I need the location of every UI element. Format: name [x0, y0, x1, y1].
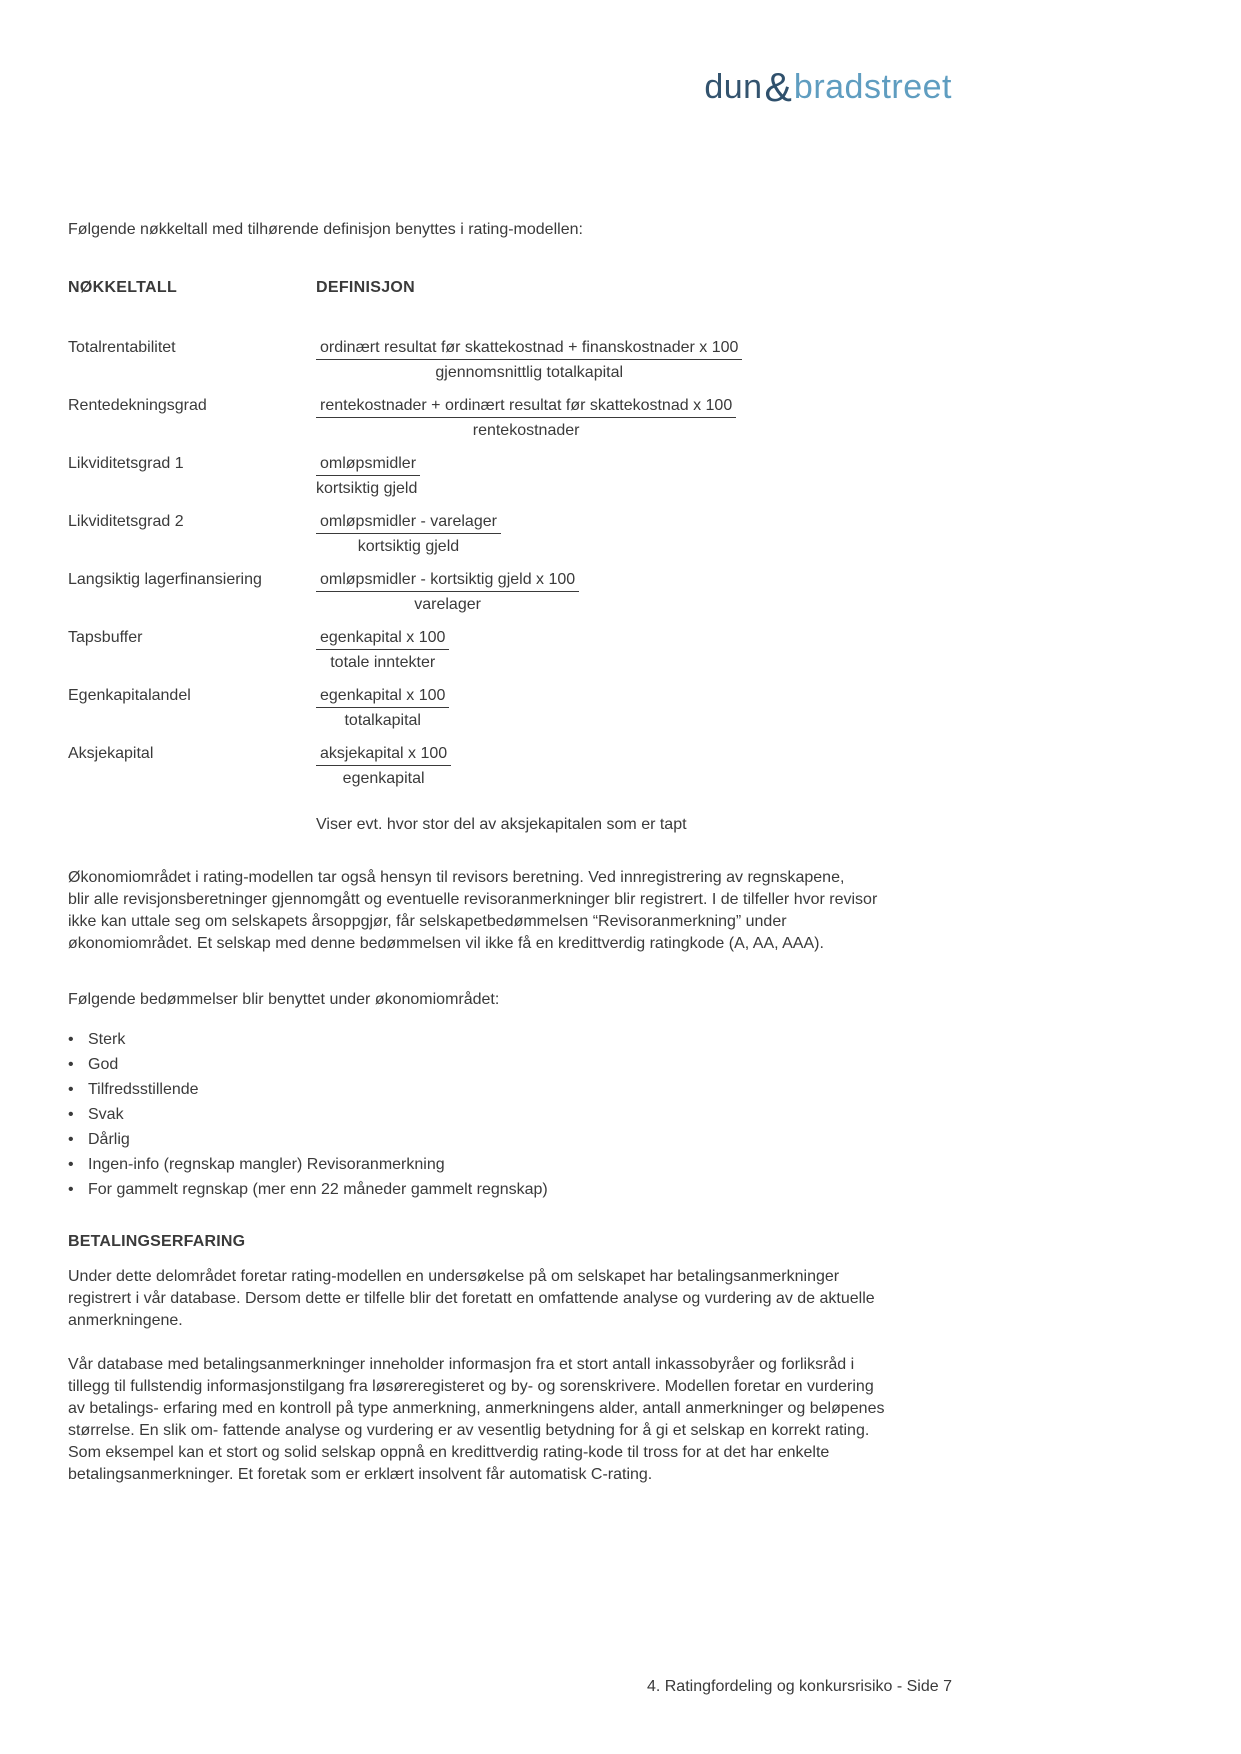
list-item: • Tilfredsstillende: [68, 1077, 952, 1102]
key-figure-label: Totalrentabilitet: [68, 339, 176, 356]
intro-text: Følgende nøkkeltall med tilhørende definisjon benyttes i rating-modellen:: [68, 221, 583, 238]
fraction-numerator: omløpsmidler - varelager: [316, 511, 501, 534]
table-note-row: [68, 814, 952, 836]
table-row: [68, 627, 952, 673]
definition-fraction: [316, 569, 579, 615]
key-figure-label: Likviditetsgrad 2: [68, 513, 184, 530]
key-figure-label: Egenkapitalandel: [68, 687, 191, 704]
table-row: [68, 511, 952, 557]
list-item: • Dårlig: [68, 1127, 952, 1152]
logo-text-dun: dun: [704, 68, 763, 106]
list-item: • Svak: [68, 1102, 952, 1127]
fraction-denominator: egenkapital: [342, 770, 425, 787]
empty-label-cell: [68, 814, 316, 836]
document-page: [68, 0, 952, 1486]
text-line: av betalings- erfaring med en kontroll på type anmerkning, anmerkningens alder, antall anmerkninger og beløpenes: [68, 1400, 885, 1418]
dun-bradstreet-logo: [68, 66, 952, 115]
definition-fraction: [316, 395, 736, 441]
fraction-denominator: totalkapital: [344, 712, 421, 729]
text-line: økonomiområdet. Et selskap med denne bedømmelsen vil ikke få en kredittverdig ratingkode (A, AA, AAA).: [68, 935, 824, 952]
key-figure-label: Likviditetsgrad 1: [68, 455, 184, 472]
key-figure-label: Rentedekningsgrad: [68, 397, 207, 414]
fraction-numerator: omløpsmidler: [316, 453, 420, 476]
fraction-denominator: rentekostnader: [472, 422, 580, 439]
section-heading-betalingserfaring: BETALINGSERFARING: [68, 1233, 246, 1250]
definition-fraction: [316, 685, 449, 731]
definition-fraction: [316, 627, 449, 673]
logo-text-bradstreet: bradstreet: [793, 68, 952, 106]
text-line: størrelse. En slik om- fattende analyse og vurdering er av vesentlig betydning for å gi et selskap en korrekt rating.: [68, 1422, 870, 1440]
list-item: • Ingen-info (regnskap mangler) Revisoranmerkning: [68, 1152, 952, 1177]
key-figure-label: Tapsbuffer: [68, 629, 143, 646]
key-figure-label: Langsiktig lagerfinansiering: [68, 571, 262, 588]
text-line: Økonomiområdet i rating-modellen tar også hensyn til revisors beretning. Ved innregistrering av regnskapene,: [68, 869, 845, 886]
definition-fraction: [316, 511, 501, 557]
table-row: [68, 453, 952, 499]
list-item: • Sterk: [68, 1027, 952, 1052]
list-item: • For gammelt regnskap (mer enn 22 måneder gammelt regnskap): [68, 1177, 952, 1202]
fraction-numerator: egenkapital x 100: [316, 685, 449, 708]
definition-fraction: [316, 337, 742, 383]
key-figures-table: [68, 337, 952, 836]
fraction-denominator: totale inntekter: [330, 654, 436, 671]
assessments-intro: Følgende bedømmelser blir benyttet under økonomiområdet:: [68, 991, 500, 1008]
list-item: • God: [68, 1052, 952, 1077]
column-header-nokkeltall: NØKKELTALL: [68, 279, 178, 296]
definition-fraction: [316, 453, 420, 499]
fraction-denominator: kortsiktig gjeld: [316, 480, 418, 497]
table-header-row: [68, 277, 952, 299]
aksjekapital-note: Viser evt. hvor stor del av aksjekapitalen som er tapt: [316, 816, 687, 833]
text-line: tillegg til fullstendig informasjonstilgang fra løsøreregisteret og by- og sorenskrivere. Modellen foretar en vurdering: [68, 1378, 874, 1396]
fraction-numerator: aksjekapital x 100: [316, 743, 451, 766]
fraction-numerator: ordinært resultat før skattekostnad + finanskostnader x 100: [316, 337, 742, 360]
fraction-numerator: omløpsmidler - kortsiktig gjeld x 100: [316, 569, 579, 592]
economy-paragraph: [68, 867, 952, 955]
text-line: Som eksempel kan et stort og solid selskap oppnå en kredittverdig rating-kode til tross for at det har enkelte: [68, 1444, 830, 1462]
text-line: registrert i vår database. Dersom dette er tilfelle blir det foretatt en omfattende analyse og vurdering av de aktuelle: [68, 1290, 875, 1308]
text-line: betalingsanmerkninger. Et foretak som er erklært insolvent får automatisk C-rating.: [68, 1466, 653, 1484]
logo-ampersand-icon: &: [764, 64, 792, 110]
assessment-bullet-list: [68, 1027, 952, 1202]
fraction-denominator: varelager: [414, 596, 481, 613]
text-line: Under dette delområdet foretar rating-modellen en undersøkelse på om selskapet har betalingsanmerkninger: [68, 1268, 840, 1286]
payment-paragraph-2: [68, 1354, 952, 1486]
table-row: [68, 395, 952, 441]
text-line: anmerkningene.: [68, 1312, 183, 1330]
text-line: blir alle revisjonsberetninger gjennomgått og eventuelle revisoranmerkninger blir registrert. I de tilfeller hvor revisor: [68, 891, 878, 908]
table-row: [68, 569, 952, 615]
fraction-numerator: rentekostnader + ordinært resultat før skattekostnad x 100: [316, 395, 736, 418]
fraction-numerator: egenkapital x 100: [316, 627, 449, 650]
text-line: ikke kan uttale seg om selskapets årsoppgjør, får selskapetbedømmelsen “Revisoranmerkning” under: [68, 913, 787, 930]
definition-fraction: [316, 743, 451, 789]
fraction-denominator: kortsiktig gjeld: [357, 538, 460, 555]
key-figure-label: Aksjekapital: [68, 745, 154, 762]
payment-paragraph-1: [68, 1266, 952, 1332]
page-footer: 4. Ratingfordeling og konkursrisiko - Side 7: [646, 1678, 952, 1695]
column-header-definisjon: DEFINISJON: [316, 279, 416, 296]
table-row: [68, 743, 952, 789]
table-row: [68, 685, 952, 731]
table-row: [68, 337, 952, 383]
fraction-denominator: gjennomsnittlig totalkapital: [435, 364, 624, 381]
text-line: Vår database med betalingsanmerkninger inneholder informasjon fra et stort antall inkassobyråer og forliksråd i: [68, 1356, 855, 1374]
